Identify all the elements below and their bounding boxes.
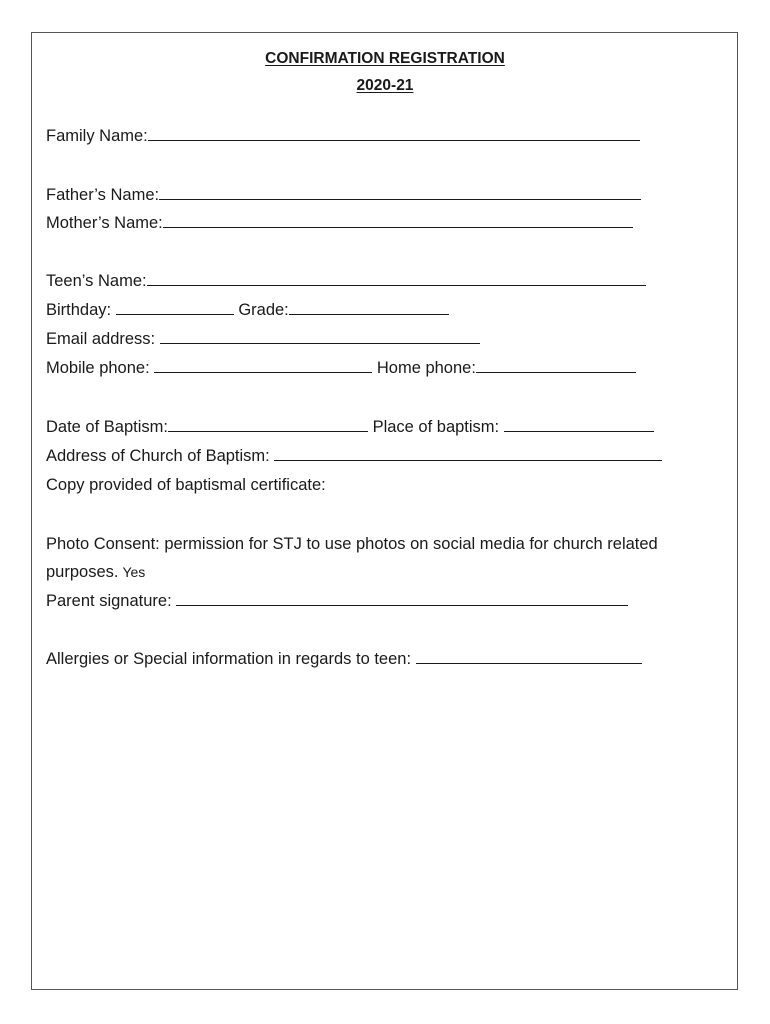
fathers-name-field[interactable] [159, 185, 641, 200]
church-address-field[interactable] [274, 446, 662, 461]
church-address-row [46, 446, 662, 466]
page-border [31, 32, 738, 990]
grade-field[interactable] [289, 300, 449, 315]
mothers-name-row [46, 213, 633, 233]
mobile-phone-label: Mobile phone: [46, 359, 150, 377]
family-name-field[interactable] [148, 126, 640, 141]
form-title: CONFIRMATION REGISTRATION [265, 50, 505, 67]
parent-signature-row [46, 591, 628, 611]
email-label: Email address: [46, 330, 156, 348]
certificate-copy-row [46, 475, 326, 495]
parent-signature-label: Parent signature: [46, 592, 172, 610]
email-field[interactable] [160, 329, 480, 344]
teens-name-label: Teen’s Name: [46, 272, 147, 290]
grade-label: Grade: [238, 301, 289, 319]
allergies-label: Allergies or Special information in regards to teen: [46, 650, 412, 668]
photo-consent-row-2 [46, 562, 145, 582]
teens-name-row [46, 271, 646, 291]
birthday-label: Birthday: [46, 301, 112, 319]
family-name-row [46, 126, 640, 146]
email-row [46, 329, 480, 349]
birthday-field[interactable] [116, 300, 234, 315]
certificate-copy-label: Copy provided of baptismal certificate: [46, 476, 326, 494]
phone-row [46, 358, 636, 378]
photo-consent-value[interactable]: Yes [122, 564, 146, 580]
photo-consent-text-2: purposes. [46, 563, 119, 581]
allergies-field[interactable] [416, 649, 642, 664]
family-name-label: Family Name: [46, 127, 148, 145]
photo-consent-text: Photo Consent: permission for STJ to use photos on social media for church related [46, 535, 658, 553]
photo-consent-row [46, 534, 658, 554]
church-address-label: Address of Church of Baptism: [46, 447, 270, 465]
baptism-row [46, 417, 654, 437]
mothers-name-label: Mother’s Name: [46, 214, 163, 232]
parent-signature-field[interactable] [176, 591, 628, 606]
place-of-baptism-label: Place of baptism: [372, 418, 500, 436]
place-of-baptism-field[interactable] [504, 417, 654, 432]
home-phone-field[interactable] [476, 358, 636, 373]
fathers-name-row [46, 185, 641, 205]
form-year: 2020-21 [356, 77, 414, 94]
fathers-name-label: Father’s Name: [46, 186, 160, 204]
date-of-baptism-field[interactable] [168, 417, 368, 432]
date-of-baptism-label: Date of Baptism: [46, 418, 168, 436]
home-phone-label: Home phone: [376, 359, 476, 377]
allergies-row [46, 649, 642, 669]
birthday-grade-row [46, 300, 449, 320]
teens-name-field[interactable] [147, 271, 646, 286]
mobile-phone-field[interactable] [154, 358, 372, 373]
mothers-name-field[interactable] [163, 213, 633, 228]
